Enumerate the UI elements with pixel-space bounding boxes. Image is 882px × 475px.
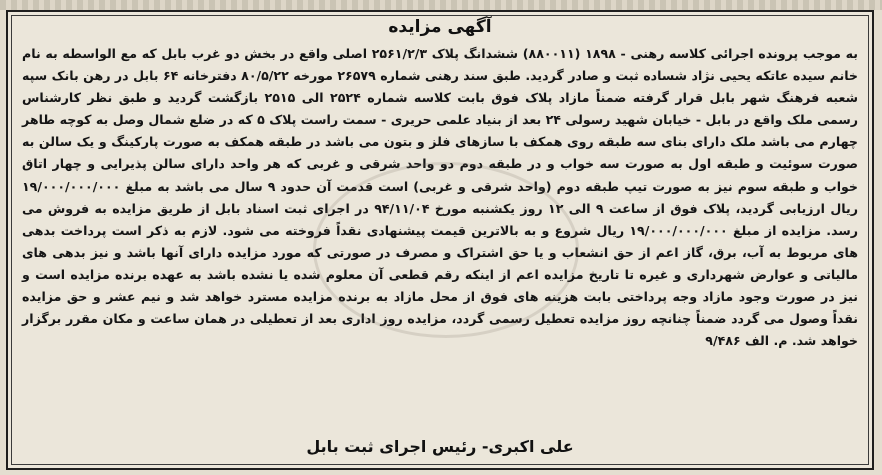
scan-edge-noise — [0, 0, 882, 10]
notice-body: به موجب پرونده اجرائی کلاسه رهنی - ۱۸۹۸ (۸۸۰۰۱۱) ششدانگ پلاک ۲۵۶۱/۲/۳ اصلی واقع در بخش دو غرب بابل که مع الواسطه به نام خانم سیده عاتکه یحیی نژاد شساده ثبت و صادر گردید. طبق سند رهنی شماره ۲۶۵۷۹ مورخه ۸۰/۵/۲۲ دفترخانه ۶۴ بابل در رهن بانک سپه شعبه فرهنگ شهر بابل قرار گرفته ضمناً مازاد پلاک فوق بابت کلاسه شماره ۲۵۲۴ الی ۲۵۱۵ بازگشت گردید و طبق نظر کارشناس رسمی ملک واقع در بابل - خیابان شهید رسولی ۲۴ بعد از بنیاد علمی حریری - سمت راست پلاک ۵ که در ضلع شمال وصل به کوچه طاهر چهارم می باشد ملک دارای بنای سه طبقه روی همکف با سازهای فلز و بتون می باشد در طبقه همکف به صورت پارکینگ و یک سالن به صورت سوئیت و طبقه اول به صورت سه خواب و در طبقه دوم دو واحد شرقی و غربی که هر واحد دارای سالن پذیرایی و چهار اتاق خواب و طبقه سوم نیز به صورت تیپ طبقه دوم (واحد شرقی و غربی) است قدمت آن حدود ۹ سال می باشد به مبلغ ۱۹/۰۰۰/۰۰۰/۰۰۰ ریال ارزیابی گردید، پلاک فوق از ساعت ۹ الی ۱۲ روز یکشنبه مورخ ۹۴/۱۱/۰۴ در اجرای ثبت اسناد بابل از طریق مزایده به فروش می رسد. مزایده از مبلغ ۱۹/۰۰۰/۰۰۰/۰۰۰ ریال شروع و به بالاترین قیمت پیشنهادی نقداً فروخته می شود. لازم به ذکر است پرداخت بدهی های مربوط به آب، برق، گاز اعم از حق انشعاب و یا حق اشتراک و مصرف در صورتی که مورد مزایده دارای آنها باشد و نیز بدهی های مالیاتی و عوارض شهرداری و غیره تا تاریخ مزایده اعم از اینکه رقم قطعی آن معلوم شده یا نشده باشد به عهده برنده مزایده است و نیز در صورت وجود مازاد وجه پرداختی بابت هزینه های فوق از محل مازاد به برنده مزایده مسترد خواهد شد و نیم عشر و حق مزایده نقداً وصول می گردد ضمناً چنانچه روز مزایده تعطیل رسمی گردد، مزایده روز اداری بعد از تعطیلی در همان ساعت و مکان مقرر برگزار خواهد شد. م. الف ۹/۴۸۶ — [22, 46, 859, 349]
notice-signature: علی اکبری- رئیس اجرای ثبت بابل — [306, 437, 574, 456]
notice-title: آگهی مزایده — [388, 17, 492, 37]
notice-frame — [6, 10, 874, 470]
